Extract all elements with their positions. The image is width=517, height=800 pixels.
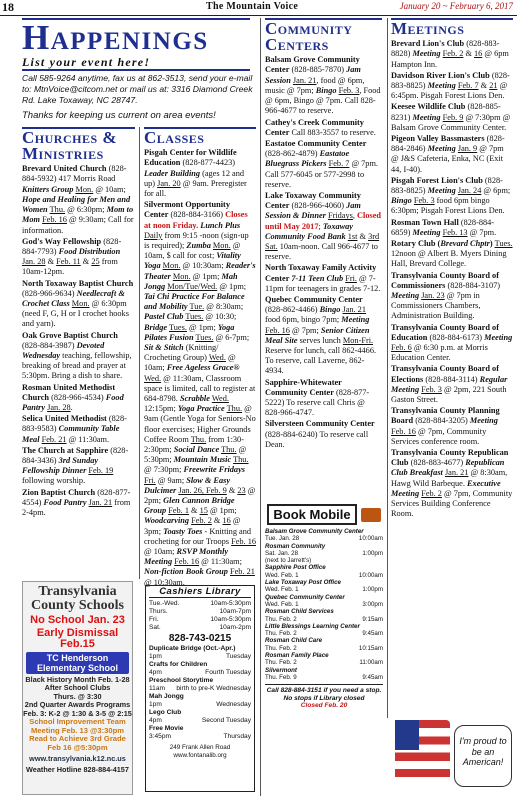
stop-date: Tue. Jan. 28 — [265, 535, 300, 543]
stop-date: Wed. Feb. 1 — [265, 571, 299, 579]
early-dismissal-notice: Early Dismissal Feb.15 — [36, 627, 119, 650]
stop-time: 3:00pm — [362, 600, 383, 608]
meeting-entry: Transylvania County Board of Elections (828-884-3114) Regular Meeting Feb. 3 @ 2pm, 221 South Gaston Street. — [391, 364, 508, 405]
happenings-banner — [22, 18, 250, 71]
event-name: Free Movie — [149, 725, 184, 732]
happenings-title: Happenings — [22, 18, 209, 57]
meeting-entry: Pisgah Forest Lion's Club (828-883-8825) Meeting Jan. 24 @ 6pm; Bingo Feb. 3 food 6pm bingo 6:30pm; Pisgah Forest Lions Den. — [391, 175, 511, 216]
stop-location: Sapphire Post Office — [265, 564, 326, 572]
proud-american-bubble: I'm proud to be an American! — [454, 725, 512, 787]
library-event — [149, 677, 251, 693]
center-entry: Eastatoe Community Center (828-862-4879) Eastatoe Bluegrass Pickers Feb. 7 @ 7pm. Call 577-6045 or 577-2998 to reserve. — [265, 138, 378, 189]
meeting-entry: Pigeon Valley Bassmasters (828-884-2846) Meeting Jan. 9 @ 7pm @ J&S Cafeteria, Enka, NC (Exit 44, I-40). — [391, 133, 505, 174]
stop-date: Thu. Feb. 9 — [265, 673, 297, 681]
bookmobile-van-icon — [361, 508, 381, 522]
masthead: The Mountain Voice — [206, 1, 299, 12]
center-entry: Cathey's Creek Community Center Call 883-3557 to reserve. — [265, 117, 376, 137]
stop-time: 1:00pm — [362, 549, 383, 557]
library-event — [149, 725, 251, 741]
event-when: Tuesday — [225, 653, 251, 660]
event-name: Crafts for Children — [149, 661, 208, 668]
hours-time: 10am-2pm — [219, 624, 251, 631]
classes-title: Classes — [144, 127, 256, 146]
mobile-stop — [265, 608, 383, 623]
church-entry: Brevard United Church (828-884-5932) 417 Morris Road Knitters Group Mon. @ 10am; Hope and Healing for Men and Women Thu. @ 6:30pm; Mom to Mom Feb. 16 @ 9:30am; Call for information. — [22, 164, 134, 235]
hours-row — [149, 624, 251, 632]
library-event — [149, 661, 251, 677]
center-entry: Balsam Grove Community Center (828-885-7870) Jam Session Jan. 21, food @ 6pm, music @ 7pm; Bingo Feb. 3, Food @ 6pm, Bingo @ 7pm. Call 828-966-4677 to reserve. — [265, 55, 381, 116]
center-entry: Silversteen Community Center (828-884-6240) To reserve call Dean. — [265, 419, 375, 449]
poster-line: Read to Achieve 3rd Grade — [29, 734, 126, 744]
meetings-column — [391, 18, 513, 718]
event-time: 1pm — [149, 701, 162, 708]
stop-date: Thu. Feb. 2 — [265, 659, 297, 667]
hours-row — [149, 608, 251, 616]
mobile-stop — [265, 594, 383, 609]
page-header — [0, 0, 517, 15]
mobile-stop — [265, 557, 383, 564]
column-divider — [387, 18, 388, 718]
page-number: 18 — [2, 0, 14, 14]
footer-closed-notice: Closed Feb. 20 — [300, 702, 348, 710]
church-entry: God's Way Fellowship (828-884-7793) Food Distribution Jan. 28 & Feb. 11 & 25 from 10am-12pm. — [22, 236, 122, 277]
book-mobile-box — [265, 504, 383, 792]
event-time: 1pm — [149, 653, 162, 660]
mobile-stop — [265, 528, 383, 543]
hours-day: Fri. — [149, 616, 159, 623]
church-entry: The Church at Sapphire (828-884-3436) 3rd Sunday Fellowship Dinner Feb. 19 following worship. — [22, 445, 129, 486]
hours-row — [149, 616, 251, 624]
happenings-thanks: Thanks for keeping us current on area events! — [22, 110, 216, 121]
stop-time: 9:15am — [362, 615, 383, 623]
poster-line: School Improvement Team — [29, 717, 126, 727]
library-event — [149, 709, 251, 725]
mobile-stop — [265, 543, 383, 558]
american-flag-icon — [395, 720, 450, 788]
poster-line: 2nd Quarter Awards Programs — [24, 700, 131, 710]
stop-date: Thu. Feb. 2 — [265, 644, 297, 652]
footer-line: Call 828-884-3151 if you need a stop. — [266, 687, 382, 695]
book-mobile-stops — [265, 528, 383, 681]
book-mobile-title: Book Mobile — [267, 504, 356, 525]
event-time: 11am — [149, 685, 166, 692]
community-column — [265, 18, 382, 503]
hours-time: 10am-5:30pm — [210, 616, 251, 623]
mobile-stop — [265, 652, 383, 667]
library-address — [149, 744, 251, 760]
book-mobile-header — [265, 504, 383, 525]
event-time: 3:45pm — [149, 733, 171, 740]
event-when: Thursday — [223, 733, 251, 740]
event-when: Wednesday — [216, 701, 251, 708]
poster-line: Feb. 3: K-2 @ 1:30 & 3-5 @ 2:15 — [23, 708, 132, 718]
stop-location: Rosman Family Place — [265, 652, 329, 660]
hours-time: 10am-7pm — [219, 608, 251, 615]
column-divider — [260, 18, 261, 796]
event-when: birth to pre-K Wednesday — [176, 685, 251, 692]
stop-location: Balsam Grove Community Center — [265, 528, 364, 535]
poster-line: Black History Month Feb. 1-28 — [25, 675, 130, 684]
stop-location: Rosman Child Services — [265, 608, 334, 616]
weather-hotline: Weather Hotline 828-884-4157 — [26, 764, 129, 774]
meeting-entry: Transylvania County Board of Education (828-884-6173) Meeting Feb. 6 @ 6:30 p.m. at Morris Education Center. — [391, 322, 513, 363]
center-entry: North Toxaway Family Activity Center 7-11 Teen Club Fri. @ 7-11pm for teenagers in grades 7-12. — [265, 263, 381, 293]
stop-location: Rosman Community — [265, 542, 326, 550]
stop-location: Little Blessings Learning Center — [265, 622, 360, 630]
meeting-entry: Keesee Wildlife Club (828-885-8231) Meeting Feb. 9 @ 7:30pm @ Balsam Grove Community Center. — [391, 102, 511, 132]
meeting-entry: Rosman Town Hall (828-884-6859) Meeting Feb. 13 @ 7pm. — [391, 217, 497, 237]
event-time: 4pm — [149, 717, 162, 724]
event-name: Mah Jongg — [149, 693, 184, 700]
cashiers-library-box — [145, 585, 255, 792]
center-entry: Lake Toxaway Community Center (828-966-4060) Jam Session & Dinner Fridays, Closed until May 2017; Toxaway Community Food Bank 1st & 3rd Sat. 10am-noon. Call 966-4677 to reserve. — [265, 190, 381, 262]
column-divider — [139, 127, 140, 579]
stop-date: Wed. Feb. 1 — [265, 600, 299, 608]
poster-line: Feb 16 @5:30pm — [47, 742, 108, 752]
stop-location: Rosman Child Care — [265, 637, 323, 645]
meeting-entry: Davidson River Lion's Club (828-883-8825) Meeting Feb. 7 & 21 @ 6:45pm. Pisgah Forest Lions Den. — [391, 70, 510, 101]
poster-line: After School Clubs — [44, 683, 111, 693]
mobile-stop — [265, 623, 383, 638]
book-mobile-footer — [265, 684, 383, 710]
elementary-school-name: TC Henderson Elementary School — [26, 652, 129, 674]
hours-day: Thurs. — [149, 608, 168, 615]
church-entry: Oak Grove Baptist Church (828-884-3987) Devoted Wednesday teaching, fellowship, breaking of bread and prayer at 5:30pm. Bring a dish to share. — [22, 330, 132, 381]
hours-day: Sat. — [149, 624, 161, 631]
church-entry: North Toxaway Baptist Church (828-966-9634) Needlecraft & Crochet Class Mon. @ 6:30pm (need F, G, H or I crochet hooks and yarn). — [22, 278, 134, 329]
meetings-title: Meetings — [391, 18, 513, 37]
meeting-entry: Transylvania County Board of Commissioners (828-884-3107) Meeting Jan. 23 @ 7pm in Commissioners Chambers, Administration Building. — [391, 270, 501, 321]
stop-date: Wed. Feb. 1 — [265, 586, 299, 594]
library-events — [149, 645, 251, 741]
mobile-stop — [265, 637, 383, 652]
schools-poster — [22, 581, 133, 795]
stop-time: 10:00am — [358, 571, 383, 579]
schools-website[interactable]: www.transylvania.k12.nc.us — [29, 754, 126, 764]
church-entry: Zion Baptist Church (828-877-4554) Food Pantry Jan. 21 from 2-4pm. — [22, 487, 131, 517]
mobile-stop — [265, 579, 383, 594]
center-entry: Sapphire-Whitewater Community Center (828-877-5222) To reserve call Chris @ 828-966-4747. — [265, 377, 370, 418]
meeting-entry: Rotary Club (Brevard Chptr) Tues. 12noon @ Albert B. Myers Dining Hall, Brevard College. — [391, 239, 513, 269]
flag-canton — [395, 720, 419, 750]
happenings-subtitle: List your event here! — [22, 55, 151, 69]
event-name: Duplicate Bridge (Oct.-Apr.) — [149, 645, 236, 652]
library-street: 249 Frank Allen Road — [169, 744, 231, 751]
meeting-entry: Brevard Lion's Club (828-883-8828) Meeting Feb. 2 & 16 @ 6pm Hampton Inn. — [391, 39, 509, 69]
issue-date: January 20 ~ February 6, 2017 — [399, 1, 513, 11]
meeting-entry: Transylvania County Planning Board (828-884-3205) Meeting Feb. 16 @ 7pm, Community Services conference room. — [391, 406, 500, 446]
stop-location: Lake Toxaway Post Office — [265, 579, 341, 587]
stop-location: Quebec Community Center — [265, 593, 345, 601]
hours-day: Tue.-Wed. — [149, 600, 180, 607]
poster-line: Thurs. @ 3:30 — [53, 691, 102, 701]
meeting-entry: Transylvania County Republican Club (828-883-4677) Republican Club Breakfast Jan. 21 @ 8:30am, Hawg Wild Barbeque. Executive Meeting Feb. 2 @ 7pm, Community Services Building Conference Room. — [391, 448, 513, 519]
stop-date: Sat. Jan. 28 — [265, 549, 299, 557]
library-website[interactable]: www.fontanalib.org — [173, 752, 227, 759]
poster-line: Meeting Feb. 13 @3:30pm — [30, 725, 125, 735]
church-entry: Rosman United Methodist Church (828-966-4534) Food Pantry Jan. 28. — [22, 382, 124, 412]
library-phone: 828-743-0215 — [168, 633, 232, 644]
stop-location: (next to Jarrett's) — [265, 557, 312, 565]
churches-column — [22, 127, 135, 577]
stop-time: 10:15am — [358, 644, 383, 652]
no-school-notice: No School Jan. 23 — [30, 614, 125, 626]
stop-date: Thu. Feb. 2 — [265, 630, 297, 638]
schools-poster-title: Transylvania County Schools — [31, 584, 124, 613]
stop-location: Silvermont — [265, 666, 297, 674]
event-name: Preschool Storytime — [149, 677, 214, 684]
stop-time: 9:45am — [362, 673, 383, 681]
class-entry: Pisgah Center for Wildlife Education (828-877-4423) Leader Building (ages 12 and up) Jan. 20 @ 9am. Preregister for all. — [144, 148, 247, 198]
happenings-intro: Call 585-9264 anytime, fax us at 862-3513, send your e-mail to: MtnVoice@citcom.net or mail us at: 3316 Diamond Creek Rd. Lake Toxaway, NC 28747. — [22, 73, 253, 105]
churches-title: Churches & Ministries — [22, 127, 135, 162]
center-entry: Quebec Community Center (828-862-4466) Bingo Jan. 21 food 6pm, bingo 7pm; Meeting Feb. 16 @ 7pm; Senior Citizen Meal Site serves lunch Mon-Fri. Reserve for lunch, call 862-4466. To reserve, call Laverne, 862-4934. — [265, 294, 377, 376]
event-name: Lego Club — [149, 709, 182, 716]
mobile-stop — [265, 667, 383, 682]
hours-row — [149, 600, 251, 608]
event-time: 4pm — [149, 669, 162, 676]
library-title: Cashiers Library — [149, 588, 251, 598]
stop-time: 10:00am — [358, 535, 383, 543]
classes-column — [144, 127, 257, 587]
stop-time: 11:00am — [359, 659, 383, 667]
stop-date: Thu. Feb. 2 — [265, 615, 297, 623]
library-event — [149, 645, 251, 661]
event-when: Fourth Tuesday — [205, 669, 251, 676]
hours-time: 10am-5:30pm — [210, 600, 251, 607]
library-hours — [149, 600, 251, 632]
community-title: Community Centers — [265, 18, 382, 53]
stop-time: 1:00pm — [362, 586, 383, 594]
stop-time: 9:45am — [362, 630, 383, 638]
library-event — [149, 693, 251, 709]
church-entry: Selica United Methodist (828-883-9583) Community Table Meal Feb. 21 @ 11:30am. — [22, 414, 127, 444]
class-entry: Silvermont Opportunity Center (828-884-3166) Closes at noon Friday. Lunch Plus Daily from 9:15 -noon (sign-up is required); Zumba Mon. @ 10am, $ call for cost; Vitality Yoga Mon. @ 10:30am; Reader's Theater Mon. @ 1pm; Mah Jongg Mon/Tue/Wed. @ 1pm; Tai Chi Practice For Balance and Mobility Tue. @ 8:30am; Pastel Club Tues. @ 10:30; Bridge Tues. @ 1pm; Yoga Pilates Fusion Tues. @ 6-7pm; Sit & Stitch (Knitting/ Crocheting Group) Wed. @ 10am; Free Ageless Grace® Wed. @ 11:30am, Classroom space is limited, call to register at 684-8798. Scrabble Wed. 12:15pm; Yoga Practice Thu. @ 9am (Gentle Yoga for Seniors-No floor exercises; Higher Grounds Coffee Room Thu. from 1:30-2:30pm; Social Dance Thu. @ 5:30pm; Mountain Music Thu. @ 7:30pm; Freewrite Fridays Fri. @ 9am; Slow & Easy Dulcimer Jan. 26, Feb. 9 & 23 @ 2pm; Glen Cannon Bridge Group Feb. 1 & 15 @ 1pm; Woodcarving Feb. 2 & 16 @ 3pm; Toasty Toes - Knitting and crocheting for our Troops Feb. 16 @ 10am; RSVP Monthly Meeting Feb. 16 @ 11:30am; Non-fiction Book Group Feb. 21 @ 10:30am. — [144, 200, 257, 587]
footer-line: No stops if Library closed — [283, 694, 365, 702]
mobile-stop — [265, 564, 383, 579]
header-rule — [0, 15, 517, 16]
event-when: Second Tuesday — [201, 717, 251, 724]
